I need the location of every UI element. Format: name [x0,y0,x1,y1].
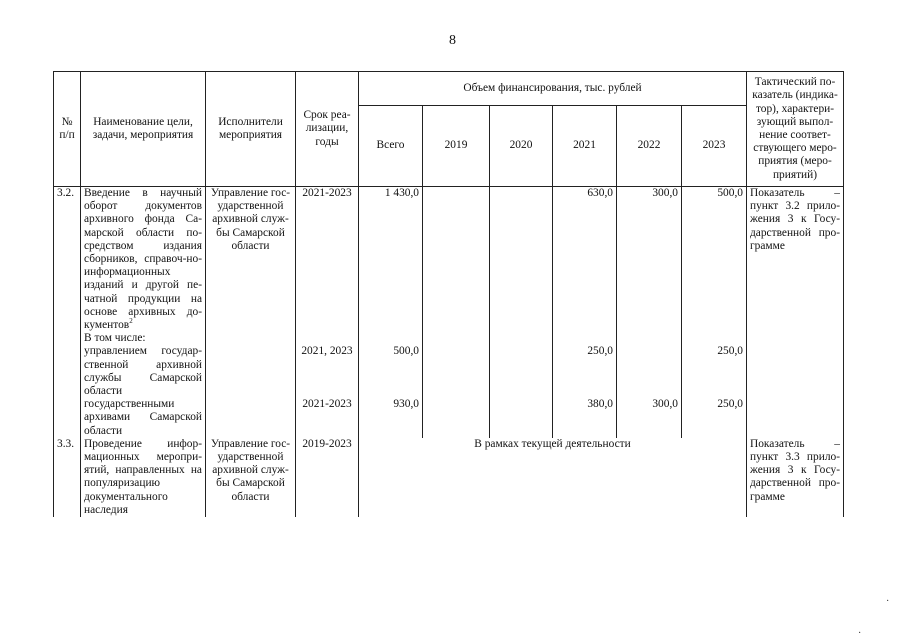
table-row-sub-management [54,345,844,398]
header-year-2021: 2021 [553,106,617,187]
empty-cell [54,345,81,398]
row-indicator: Показатель – пункт 3.2 прило-жения 3 к Госу-дарственной про-грамме [747,187,844,333]
scan-speck: · [886,596,890,607]
row-period: 2021-2023 [296,398,359,438]
table-row-3-2 [54,187,844,333]
row-period: 2021-2023 [296,187,359,333]
header-year-2023: 2023 [682,106,747,187]
row-2022 [617,345,682,398]
header-year-2020: 2020 [490,106,553,187]
row-total: 1 430,0 [359,187,423,333]
scan-speck: · [858,628,862,639]
empty-cell [206,332,296,345]
table-row-sub-archives [54,398,844,438]
table-row-including [54,332,844,345]
header-total: Всего [359,106,423,187]
row-period: 2019-2023 [296,438,359,517]
row-indicator: Показатель – пункт 3.3 прило-жения 3 к Госу-дарственной про-грамме [747,438,844,517]
row-2020 [490,187,553,333]
row-executor: Управление гос-ударственной архивной служ-бы Самарской области [206,187,296,333]
header-period: Срок реа-лизации, годы [296,72,359,187]
empty-cell [296,332,359,345]
row-2023: 500,0 [682,187,747,333]
row-name: управлением государ-ственной архивной службы Самарской области [81,345,206,398]
program-activities-table [53,71,844,517]
empty-cell [54,398,81,438]
header-financing: Объем финансирования, тыс. рублей [359,72,747,106]
row-total: 500,0 [359,345,423,398]
row-2023: 250,0 [682,345,747,398]
row-num: 3.2. [54,187,81,333]
header-executors: Исполнители мероприятия [206,72,296,187]
empty-cell [206,398,296,438]
row-2020 [490,345,553,398]
header-indicator: Тактический по-казатель (индика-тор), характери-зующий выпол-нение соответ-ствующего меро-приятия (меро-приятий) [747,72,844,187]
row-name [81,187,206,333]
row-2020 [490,398,553,438]
row-num: 3.3. [54,438,81,517]
row-2019 [423,398,490,438]
row-2019 [423,345,490,398]
row-2023: 250,0 [682,398,747,438]
empty-cell [617,332,682,345]
row-2022: 300,0 [617,187,682,333]
row-executor: Управление гос-ударственной архивной служ-бы Самарской области [206,438,296,517]
row-name: государственными архивами Самарской области [81,398,206,438]
empty-cell [747,332,844,345]
table-row-3-3 [54,438,844,517]
row-period: 2021, 2023 [296,345,359,398]
empty-cell [54,332,81,345]
empty-cell [747,398,844,438]
table-header-row [54,72,844,106]
empty-cell [747,345,844,398]
header-name: Наименование цели, задачи, мероприятия [81,72,206,187]
empty-cell [553,332,617,345]
row-total: 930,0 [359,398,423,438]
header-num: № п/п [54,72,81,187]
empty-cell [206,345,296,398]
row-2021: 250,0 [553,345,617,398]
row-name: Проведение инфор-мационных меропри-ятий, направленных на популяризацию документального наследия [81,438,206,517]
row-2019 [423,187,490,333]
empty-cell [682,332,747,345]
header-year-2019: 2019 [423,106,490,187]
row-2021: 380,0 [553,398,617,438]
including-label: В том числе: [81,332,206,345]
page-number: 8 [449,33,456,48]
row-funding-note: В рамках текущей деятельности [359,438,747,517]
empty-cell [490,332,553,345]
row-2022: 300,0 [617,398,682,438]
row-name-text: Введение в научный оборот документов архивного фонда Са-марской области по-средством издания сборников, справоч-но-информационных изданий и другой пе-чатной продукции на основе архивных до-кументов [84,187,202,332]
footnote-mark: 2 [129,317,133,326]
empty-cell [423,332,490,345]
empty-cell [359,332,423,345]
header-year-2022: 2022 [617,106,682,187]
row-2021: 630,0 [553,187,617,333]
